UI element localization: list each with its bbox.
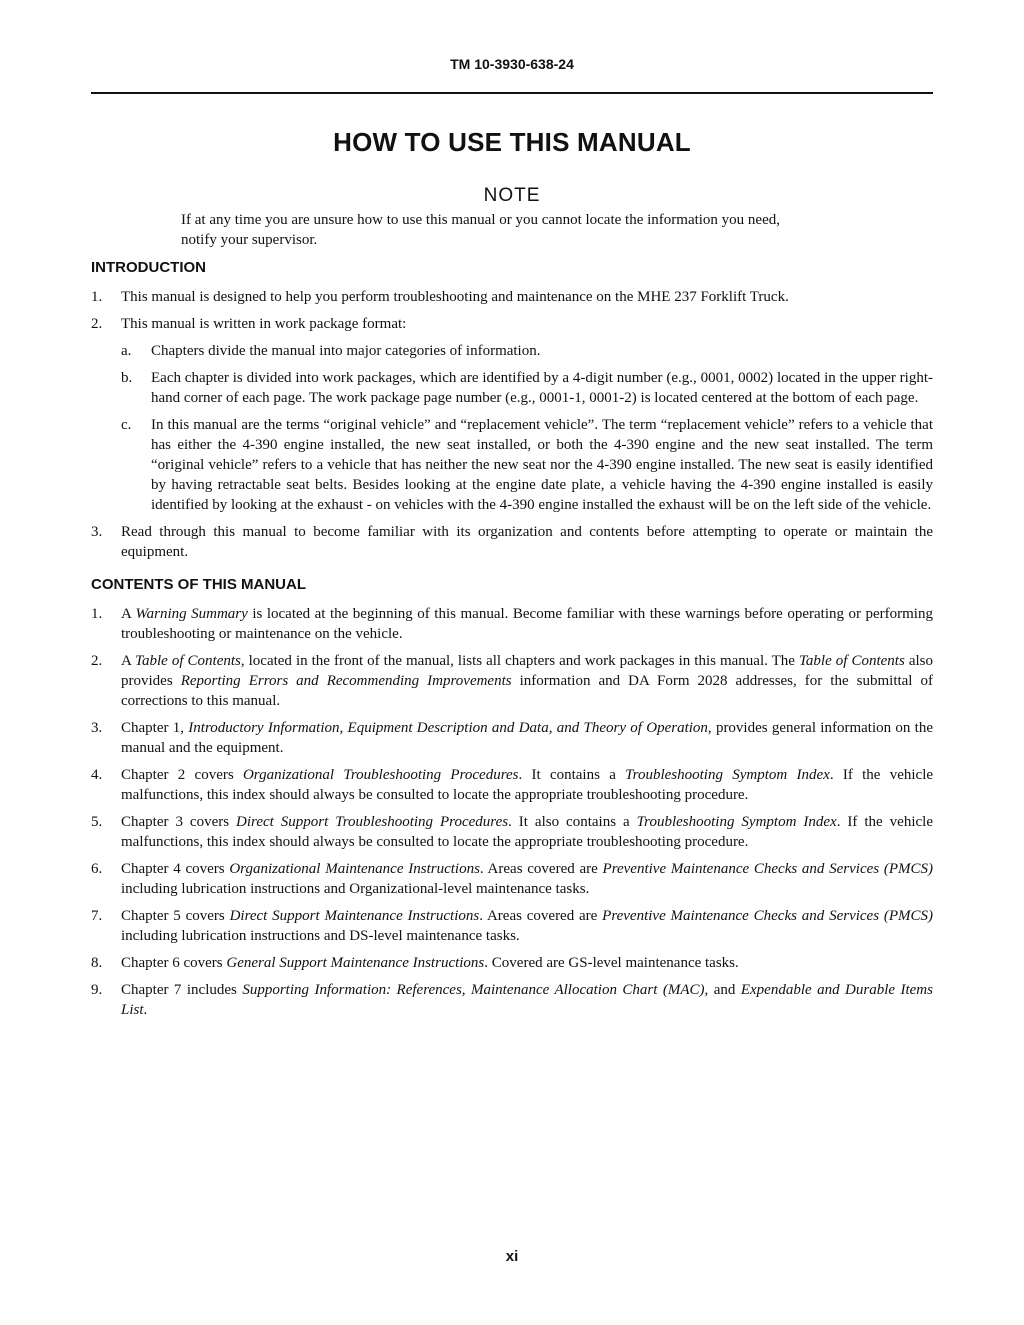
list-number: 6.: [91, 861, 103, 877]
italic-title: Expendable and Durable Items List: [121, 982, 933, 1018]
text-run: Chapter 1,: [121, 720, 189, 736]
italic-title: Troubleshooting Symptom Index: [636, 814, 837, 830]
sub-text: In this manual are the terms “original vehicle” and “replacement vehicle”. The term “replacement vehicle” refers to a vehicle that has either the 4-390 engine installed, the new seat installed, or both the 4-390 engine and the new seat installed. The term “original vehicle” refers to a vehicle that has neither the new seat nor the 4-390 engine installed. The new seat is easily identified by having retractable seat belts. Besides looking at the engine date plate, a vehicle having the 4-390 engine installed is easily identified by looking at the exhaust - on vehicles with the 4-390 engine installed the exhaust will be on the left side of the vehicle.: [151, 417, 933, 513]
text-run: including lubrication instructions and Organizational-level maintenance tasks.: [121, 881, 590, 897]
text-run: Chapter 7 includes: [121, 982, 243, 998]
italic-title: Table of Contents: [798, 653, 905, 669]
text-run: and: [708, 982, 741, 998]
list-text: [121, 718, 933, 758]
contents-item-9: [91, 980, 933, 1020]
italic-title: Direct Support Maintenance Instructions: [229, 908, 480, 924]
intro-item-1: [91, 287, 933, 307]
text-run: . It also contains a: [508, 814, 637, 830]
note-line-1: If at any time you are unsure how to use this manual or you cannot locate the information you need,: [181, 212, 780, 228]
intro-item-2: [91, 314, 933, 515]
text-run: is located at the beginning of this manual. Become familiar with these warnings before operating or performing troubleshooting or maintenance on the vehicle.: [121, 606, 933, 642]
contents-item-8: [91, 953, 933, 973]
text-run: . If the vehicle malfunctions, this index should always be consulted to locate the appropriate troubleshooting procedure.: [121, 814, 933, 850]
list-number: 1.: [91, 289, 103, 305]
list-body: [121, 314, 933, 515]
text-run: also provides: [121, 653, 933, 689]
text-run: . Areas covered are: [479, 861, 603, 877]
list-number: 2.: [91, 653, 103, 669]
contents-item-4: [91, 765, 933, 805]
list-number: 8.: [91, 955, 103, 971]
introduction-heading: INTRODUCTION: [91, 259, 206, 276]
contents-item-3: [91, 718, 933, 758]
italic-title: Preventive Maintenance Checks and Services (PMCS): [602, 861, 934, 877]
manual-content: [91, 258, 933, 1027]
text-run: . If the vehicle malfunctions, this index should always be consulted to locate the appropriate troubleshooting procedure.: [121, 767, 934, 803]
intro-subitem-c: [121, 415, 933, 515]
text-run: Chapter 5 covers: [121, 908, 230, 924]
sub-text: Each chapter is divided into work packages, which are identified by a 4-digit number (e.g., 0001, 0002) located in the upper right-hand corner of each page. The work package page number (e.g., 0001-1, 0001-2) is located centered at the bottom of each page.: [151, 370, 933, 406]
text-run: Chapter 4 covers: [121, 861, 230, 877]
sub-letter: a.: [121, 343, 132, 359]
list-text: This manual is written in work package format:: [121, 316, 407, 332]
list-number: 7.: [91, 908, 103, 924]
document-number-header: TM 10-3930-638-24: [450, 56, 574, 72]
intro-subitem-a: [121, 341, 933, 361]
list-number: 4.: [91, 767, 103, 783]
italic-title: Organizational Maintenance Instructions: [229, 861, 480, 877]
list-text: [121, 859, 933, 899]
list-text: This manual is designed to help you perform troubleshooting and maintenance on the MHE 237 Forklift Truck.: [121, 289, 789, 305]
list-text: [121, 765, 933, 805]
page-title: HOW TO USE THIS MANUAL: [333, 127, 691, 157]
note-heading: NOTE: [483, 185, 541, 206]
list-text: [121, 651, 933, 711]
list-text: [121, 906, 933, 946]
italic-title: General Support Maintenance Instructions: [226, 955, 485, 971]
text-run: . Areas covered are: [479, 908, 603, 924]
list-number: 3.: [91, 524, 103, 540]
italic-title: Table of Contents: [135, 653, 241, 669]
list-number: 2.: [91, 316, 103, 332]
header-rule: [91, 92, 933, 94]
text-run: , located in the front of the manual, lists all chapters and work packages in this manual. The: [240, 653, 799, 669]
list-number: 5.: [91, 814, 103, 830]
list-text: [121, 812, 933, 852]
contents-heading: CONTENTS OF THIS MANUAL: [91, 576, 306, 593]
list-text: [121, 980, 933, 1020]
list-number: 1.: [91, 606, 103, 622]
text-run: Chapter 2 covers: [121, 767, 243, 783]
italic-title: Preventive Maintenance Checks and Services (PMCS): [602, 908, 934, 924]
sub-text: Chapters divide the manual into major categories of information.: [151, 343, 541, 359]
text-run: Chapter 3 covers: [121, 814, 237, 830]
italic-title: Supporting Information: References, Maintenance Allocation Chart (MAC),: [242, 982, 709, 998]
text-run: .: [143, 1002, 148, 1018]
contents-item-7: [91, 906, 933, 946]
contents-item-6: [91, 859, 933, 899]
note-line-2: notify your supervisor.: [181, 232, 318, 248]
list-text: [121, 953, 933, 973]
sub-letter: c.: [121, 417, 132, 433]
text-run: . It contains a: [518, 767, 626, 783]
italic-title: Introductory Information, Equipment Description and Data, and Theory of Operation: [188, 720, 708, 736]
italic-title: Organizational Troubleshooting Procedures: [242, 767, 519, 783]
list-text: [121, 604, 933, 644]
italic-title: Reporting Errors and Recommending Improvements: [180, 673, 512, 689]
sub-letter: b.: [121, 370, 133, 386]
list-number: 9.: [91, 982, 103, 998]
text-run: including lubrication instructions and DS-level maintenance tasks.: [121, 928, 520, 944]
italic-title: Direct Support Troubleshooting Procedures: [236, 814, 509, 830]
note-text: [181, 210, 861, 250]
list-text: Read through this manual to become familiar with its organization and contents before attempting to operate or maintain the equipment.: [121, 524, 933, 560]
contents-item-5: [91, 812, 933, 852]
text-run: information and DA Form 2028 addresses, for the submittal of corrections to this manual.: [121, 673, 933, 709]
page-number: xi: [505, 1248, 519, 1265]
list-number: 3.: [91, 720, 103, 736]
text-run: A: [121, 653, 136, 669]
text-run: . Covered are GS-level maintenance tasks.: [484, 955, 739, 971]
italic-title: Warning Summary: [135, 606, 248, 622]
intro-item-3: [91, 522, 933, 562]
italic-title: Troubleshooting Symptom Index: [625, 767, 830, 783]
intro-subitem-b: [121, 368, 933, 408]
contents-item-1: [91, 604, 933, 644]
text-run: Chapter 6 covers: [121, 955, 227, 971]
text-run: , provides general information on the manual and the equipment.: [121, 720, 933, 756]
contents-item-2: [91, 651, 933, 711]
text-run: A: [121, 606, 136, 622]
